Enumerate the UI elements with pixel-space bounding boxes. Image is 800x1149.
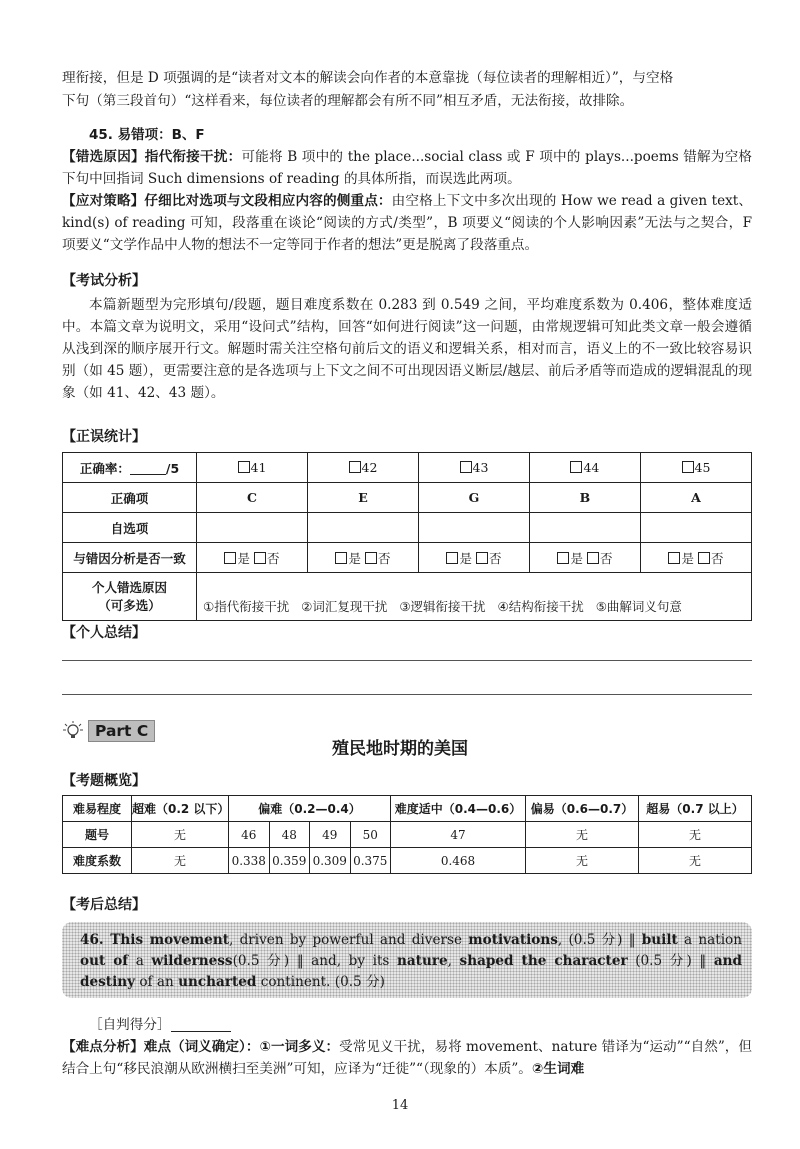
no-checkbox[interactable]	[587, 552, 599, 564]
summary-heading: 【个人总结】	[62, 625, 146, 641]
no-checkbox[interactable]	[365, 552, 377, 564]
very-hard-c: 无	[132, 848, 229, 874]
sentence-key: out of	[80, 953, 129, 969]
yes-checkbox[interactable]	[335, 552, 347, 564]
correct-answer: E	[307, 483, 418, 513]
coef-label: 难度系数	[63, 848, 132, 874]
match-cell	[197, 543, 308, 573]
row-label-reason	[63, 573, 197, 621]
medium-q: 47	[391, 822, 526, 848]
correct-answer: C	[197, 483, 308, 513]
reason-option[interactable]: ①指代衔接干扰	[203, 598, 290, 614]
sentence-part: of an	[135, 974, 179, 990]
sentence-key: uncharted	[178, 974, 257, 990]
q45-strategy-label: 【应对策略】仔细比对选项与文段相应内容的侧重点：	[62, 193, 392, 209]
exam-analysis-heading: 【考试分析】	[62, 273, 146, 289]
summary-line[interactable]	[62, 660, 752, 661]
self-answer-cell[interactable]	[307, 513, 418, 543]
no-label: 否	[488, 550, 502, 566]
table-row	[63, 848, 752, 874]
self-score-blank[interactable]	[171, 1017, 231, 1032]
yes-checkbox[interactable]	[557, 552, 569, 564]
table-row	[63, 453, 752, 483]
match-cell	[529, 543, 640, 573]
q-number: 45	[694, 460, 711, 475]
sentence-key: motivations	[468, 932, 558, 948]
reason-option[interactable]: ③逻辑衔接干扰	[399, 598, 486, 614]
level-medium: 难度适中（0.4—0.6）	[391, 796, 526, 822]
sentence-key: nature	[396, 953, 448, 969]
q-number: 41	[250, 460, 267, 475]
q-cell[interactable]	[307, 453, 418, 483]
self-answer-cell[interactable]	[197, 513, 308, 543]
correct-answer: B	[529, 483, 640, 513]
no-label: 否	[377, 550, 391, 566]
no-checkbox[interactable]	[254, 552, 266, 564]
q-cell[interactable]	[418, 453, 529, 483]
sentence-part: ,	[447, 953, 460, 969]
no-label: 否	[599, 550, 613, 566]
no-checkbox[interactable]	[476, 552, 488, 564]
sentence-part: , (0.5 分) ‖	[557, 932, 642, 948]
reason-option[interactable]: ⑤曲解词义句意	[595, 598, 682, 614]
sentence-key: and destiny	[80, 953, 743, 990]
yes-label: 是	[570, 550, 583, 566]
self-answer-cell[interactable]	[640, 513, 751, 543]
easy-q: 无	[526, 822, 639, 848]
hard-q: 48	[269, 822, 310, 848]
sentence-46	[80, 930, 742, 993]
analysis-line-1: 理衔接，但是 D 项强调的是“读者对文本的解读会向作者的本意靠拢（每位读者的理解相近）”，与空格	[62, 70, 674, 86]
after-exam-heading: 【考后总结】	[62, 897, 146, 913]
sentence-part: 46. This	[80, 932, 150, 948]
yes-checkbox[interactable]	[446, 552, 458, 564]
q45-reason	[62, 146, 752, 190]
stats-table	[62, 452, 752, 621]
difficulty-text: 受常见义干扰，易将 movement、nature 错译为“运动”“自然”，但结合上句“移民浪潮从欧洲横扫至美洲”可知，应译为“迁徙”“（现象的）本质”。	[62, 1039, 753, 1077]
checkbox[interactable]	[682, 461, 694, 473]
q-number: 43	[472, 460, 489, 475]
level-very-easy: 超易（0.7 以上）	[639, 796, 752, 822]
reason-options	[197, 573, 752, 621]
q45-reason-text: 可能将 B 项中的 the place...social class 或 F 项中的 plays...poems 错解为空格下句中回指词 Such dimensions of reading 的具体所指，而误选此两项。	[62, 149, 752, 187]
no-checkbox[interactable]	[698, 552, 710, 564]
yes-label: 是	[459, 550, 472, 566]
level-easy: 偏易（0.6—0.7）	[526, 796, 639, 822]
sentence-part: (0.5 分) ‖ and, by its	[232, 953, 397, 969]
q-cell[interactable]	[640, 453, 751, 483]
row-label-self: 自选项	[63, 513, 197, 543]
row-label-correct: 正确项	[63, 483, 197, 513]
checkbox[interactable]	[349, 461, 361, 473]
q45-title: 45. 易错项：B、F	[89, 127, 205, 143]
very-hard-q: 无	[132, 822, 229, 848]
match-cell	[640, 543, 751, 573]
accuracy-blank[interactable]	[130, 462, 166, 475]
hard-c: 0.359	[269, 848, 310, 874]
correct-answer: G	[418, 483, 529, 513]
questions-label: 题号	[63, 822, 132, 848]
self-answer-cell[interactable]	[418, 513, 529, 543]
reason-label-2: （可多选）	[98, 597, 161, 613]
match-cell	[418, 543, 529, 573]
yes-label: 是	[237, 550, 250, 566]
no-label: 否	[266, 550, 280, 566]
table-row	[63, 573, 752, 621]
sentence-key: wilderness	[151, 953, 233, 969]
sentence-part: a	[128, 953, 152, 969]
yes-label: 是	[681, 550, 694, 566]
overview-heading: 【考题概览】	[62, 773, 146, 789]
reason-option[interactable]: ④结构衔接干扰	[497, 598, 584, 614]
hard-q: 49	[310, 822, 351, 848]
yes-checkbox[interactable]	[224, 552, 236, 564]
table-row	[63, 483, 752, 513]
sentence-key: movement	[149, 932, 229, 948]
checkbox[interactable]	[570, 461, 582, 473]
level-hard: 偏难（0.2—0.4）	[229, 796, 391, 822]
no-label: 否	[710, 550, 724, 566]
exam-analysis-text: 本篇新题型为完形填句/段题，题目难度系数在 0.283 到 0.549 之间，平均难度系数为 0.406，整体难度适中。本篇文章为说明文，采用“设问式”结构，回答“如何进行阅读”这一问题，由常规逻辑可知此类文章一般会遵循从浅到深的顺序展开行文。解题时需关注空格句前后文的语义和逻辑关系，相对而言，语义上的不一致比较容易识别（如 45 题），更需要注意的是各选项与上下文之间不可出现因语义断层/越层、前后矛盾等而造成的逻辑混乱的现象（如 41、42、43 题）。	[62, 297, 752, 401]
q45-reason-label: 【错选原因】指代衔接干扰：	[62, 149, 242, 165]
sentence-part: continent. (0.5 分)	[256, 974, 385, 990]
q-number: 42	[361, 460, 378, 475]
q-cell[interactable]	[529, 453, 640, 483]
sentence-part: , driven by powerful and diverse	[229, 932, 469, 948]
sentence-part: (0.5 分) ‖	[627, 953, 714, 969]
table-row	[63, 796, 752, 822]
very-easy-q: 无	[639, 822, 752, 848]
yes-label: 是	[348, 550, 361, 566]
checkbox[interactable]	[460, 461, 472, 473]
yes-checkbox[interactable]	[668, 552, 680, 564]
difficulty-label: 难易程度	[63, 796, 132, 822]
self-answer-cell[interactable]	[529, 513, 640, 543]
overview-table	[62, 795, 752, 874]
very-easy-c: 无	[639, 848, 752, 874]
self-score	[89, 1014, 389, 1036]
hard-c: 0.338	[229, 848, 270, 874]
part-c-label: Part C	[88, 720, 155, 742]
part-c-title: 殖民地时期的美国	[332, 739, 468, 759]
checkbox[interactable]	[238, 461, 250, 473]
easy-c: 无	[526, 848, 639, 874]
analysis-line-2: 下句（第三段首句）“这样看来，每位读者的理解都会有所不同”相互矛盾，无法衔接，故排除。	[62, 93, 634, 109]
self-score-label: ［自判得分］	[89, 1017, 171, 1033]
correct-answer: A	[640, 483, 751, 513]
hard-q: 46	[229, 822, 270, 848]
table-row	[63, 543, 752, 573]
q45-strategy	[62, 190, 752, 256]
match-cell	[307, 543, 418, 573]
sentence-part: a nation	[677, 932, 742, 948]
accuracy-label: 正确率：	[79, 460, 130, 476]
table-row	[63, 822, 752, 848]
hard-c: 0.375	[350, 848, 391, 874]
sentence-key: shaped the character	[459, 953, 628, 969]
difficulty-point-1: ①一词多义：	[259, 1039, 340, 1055]
summary-line[interactable]	[62, 694, 752, 695]
row-label-match: 与错因分析是否一致	[63, 543, 197, 573]
q-number: 44	[583, 460, 600, 475]
page-number: 14	[391, 1098, 409, 1113]
table-row	[63, 513, 752, 543]
difficulty-analysis-label: 【难点分析】难点（词义确定）：	[62, 1039, 260, 1055]
reason-label-1: 个人错选原因	[91, 579, 167, 595]
stats-heading: 【正误统计】	[62, 429, 146, 445]
accuracy-cell	[63, 453, 197, 483]
medium-c: 0.468	[391, 848, 526, 874]
accuracy-total: /5	[165, 460, 180, 476]
difficulty-point-2: ②生词难	[531, 1061, 585, 1077]
reason-option[interactable]: ②词汇复现干扰	[301, 598, 388, 614]
q-cell[interactable]	[197, 453, 308, 483]
q45-strategy-text: 由空格上下文中多次出现的 How we read a given text、kind(s) of reading 可知，段落重在谈论“阅读的方式/类型”，B 项要义“阅读的个人影响因素”无法与之契合，F 项要义“文学作品中人物的想法不一定等同于作者的想法”更是脱离了段落重点。	[62, 193, 752, 253]
hard-q: 50	[350, 822, 391, 848]
hard-c: 0.309	[310, 848, 351, 874]
difficulty-analysis	[62, 1036, 752, 1080]
level-very-hard: 超难（0.2 以下）	[132, 796, 229, 822]
sentence-key: built	[641, 932, 678, 948]
